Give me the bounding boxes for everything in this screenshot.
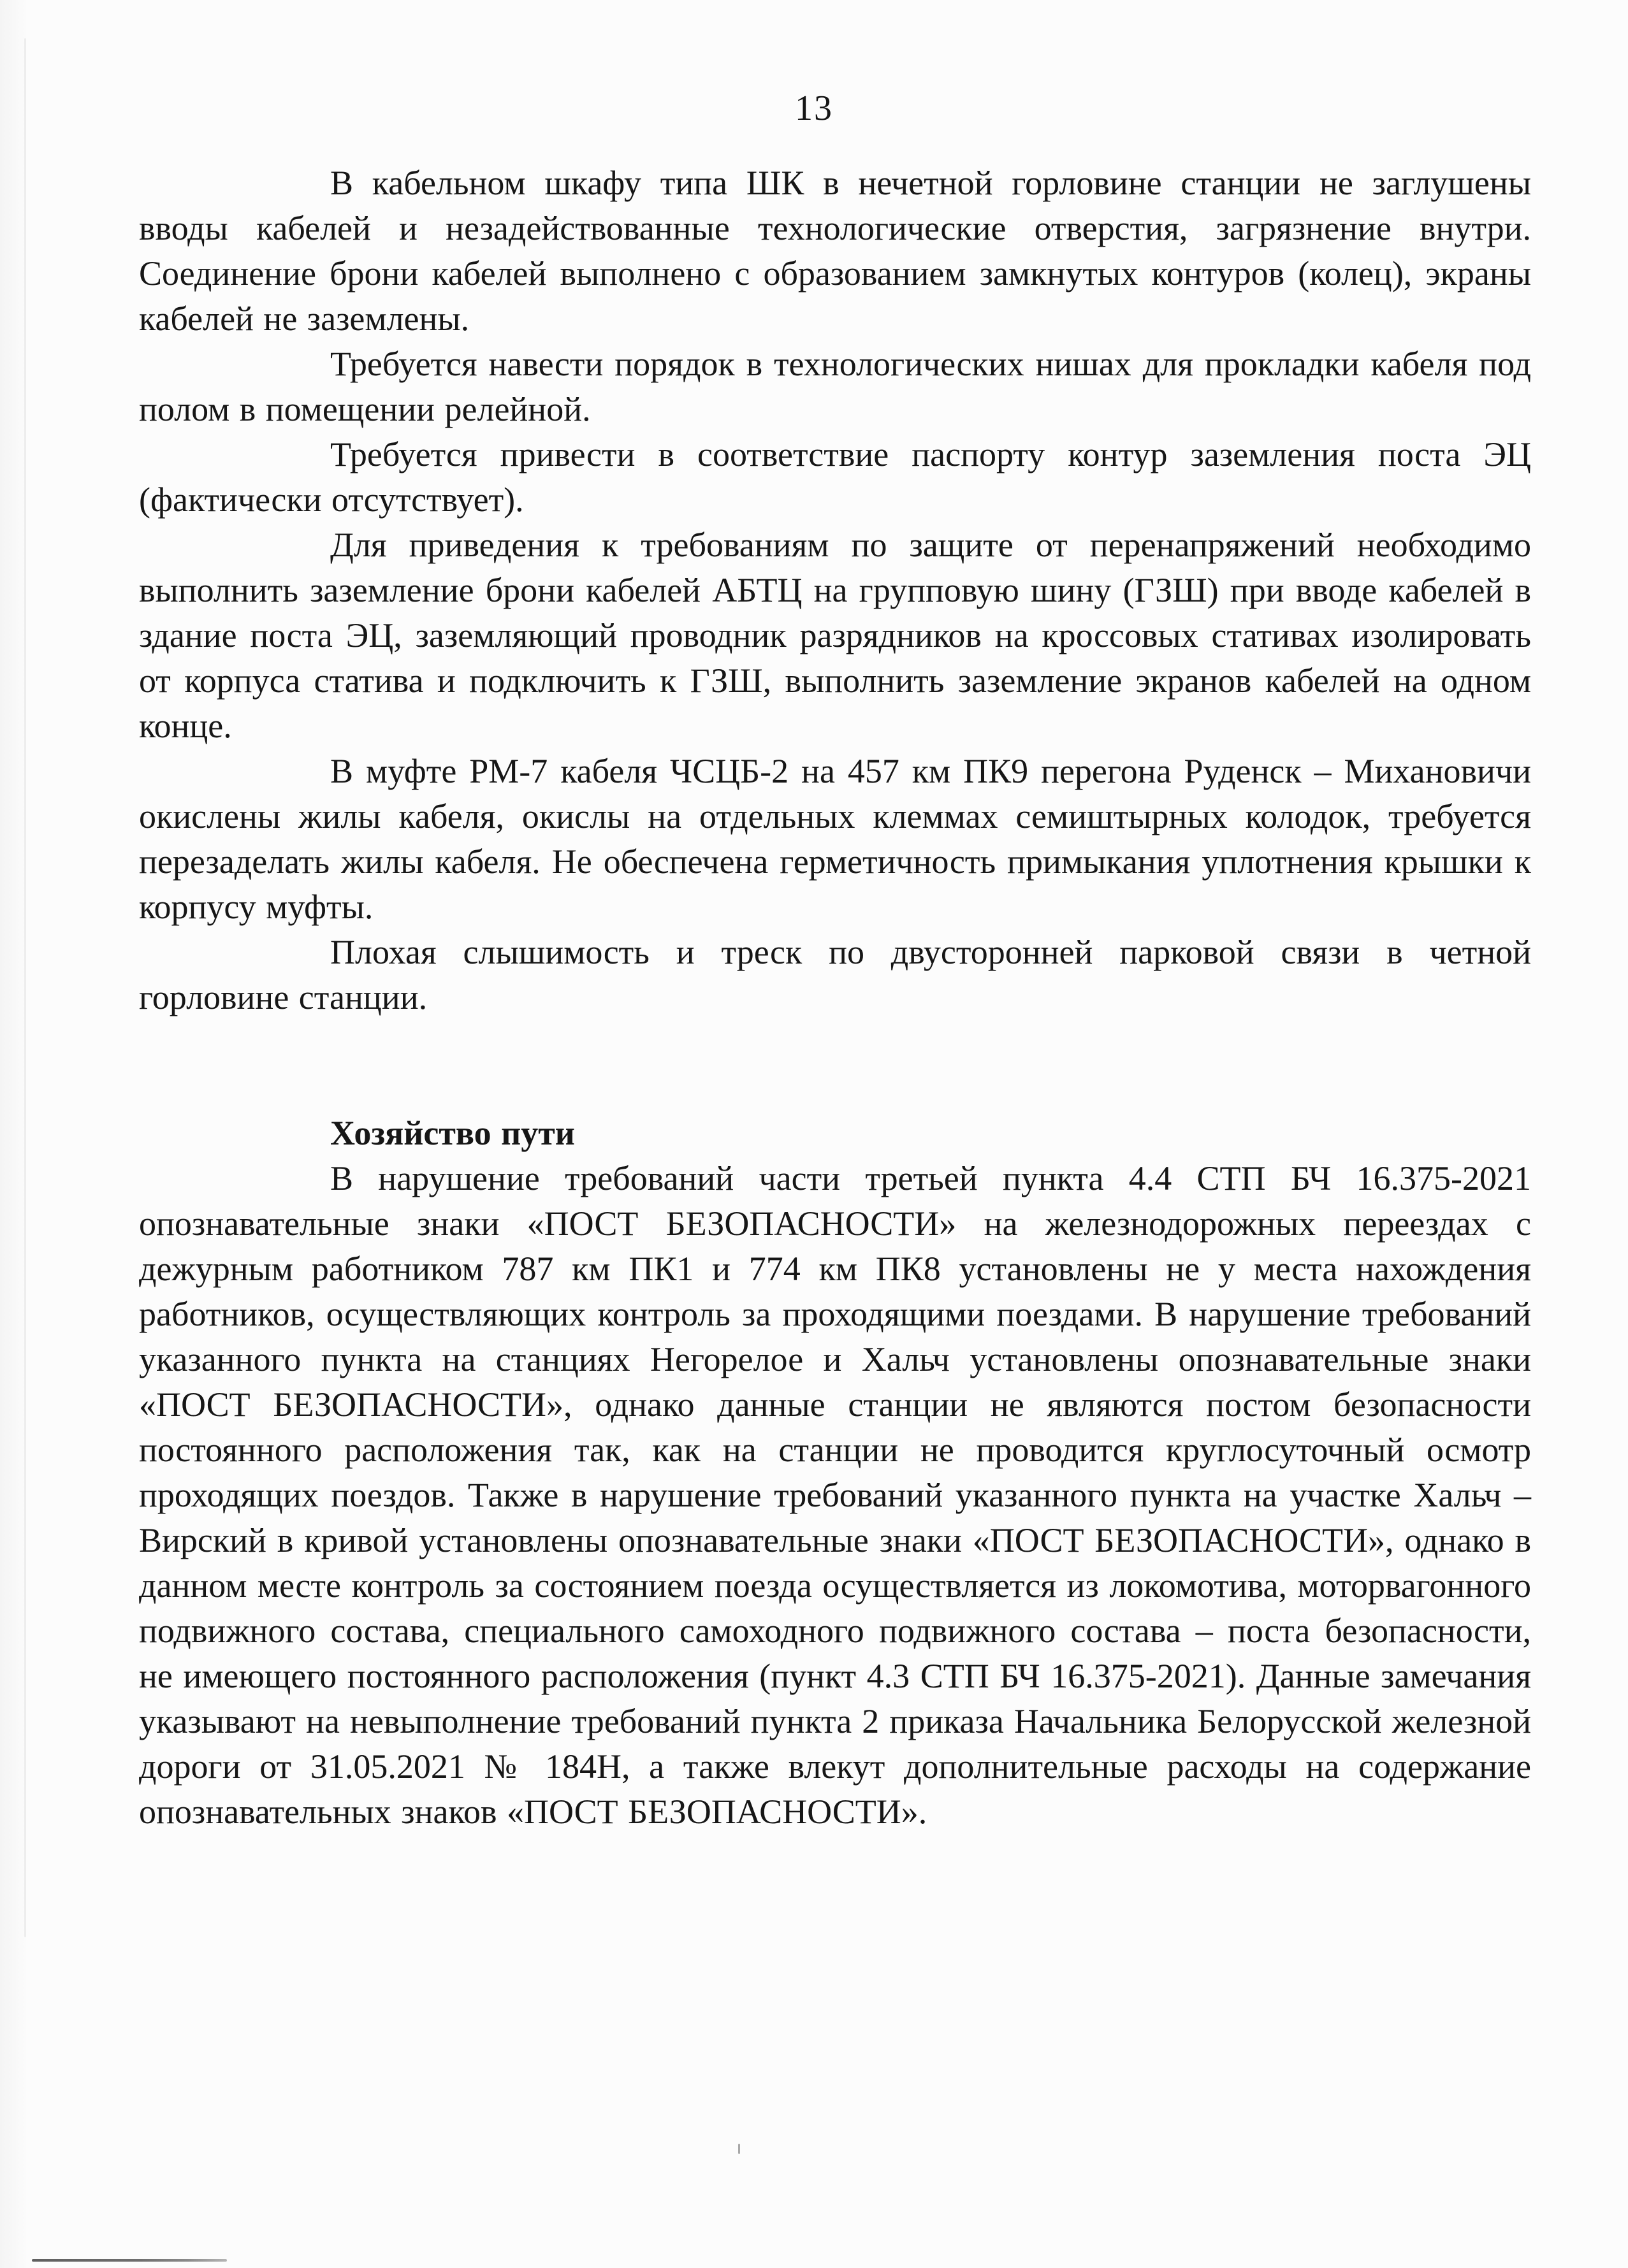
scan-artifact-bottom-line xyxy=(32,2259,227,2262)
paragraph-tech-niches: Требуется навести порядок в технологических нишах для прокладки кабеля под полом в помещении релейной. xyxy=(139,345,1531,428)
document-body xyxy=(139,161,1531,1835)
page-number: 13 xyxy=(795,89,833,128)
paragraph-grounding-passport: Требуется привести в соответствие паспорту контур заземления поста ЭЦ (фактически отсутствует). xyxy=(139,435,1531,519)
paragraph-cable-coupling: В муфте РМ-7 кабеля ЧСЦБ-2 на 457 км ПК9 перегона Руденск – Михановичи окислены жилы кабеля, окислы на отдельных клеммах семиштырных колодок, требуется перезаделать жилы кабеля. Не обеспечена герметичность примыкания уплотнения крышки к корпусу муфты. xyxy=(139,752,1531,926)
section-heading-track-facilities: Хозяйство пути xyxy=(330,1114,575,1152)
paragraph-park-communication: Плохая слышимость и треск по двусторонней парковой связи в четной горловине станции. xyxy=(139,933,1531,1016)
paragraph-surge-protection: Для приведения к требованиям по защите от перенапряжений необходимо выполнить заземление брони кабелей АБТЦ на групповую шину (ГЗШ) при вводе кабелей в здание поста ЭЦ, заземляющий проводник разрядников на кроссовых стативах изолировать от корпуса статива и подключить к ГЗШ, выполнить заземление экранов кабелей на одном конце. xyxy=(139,526,1531,745)
paragraph-cable-cabinet: В кабельном шкафу типа ШК в нечетной горловине станции не заглушены вводы кабелей и незадействованные технологические отверстия, загрязнение внутри. Соединение брони кабелей выполнено с образованием замкнутых контуров (колец), экраны кабелей не заземлены. xyxy=(139,164,1531,338)
scan-artifact-speck xyxy=(738,2144,740,2154)
paragraph-safety-post-signs: В нарушение требований части третьей пункта 4.4 СТП БЧ 16.375-2021 опознавательные знаки «ПОСТ БЕЗОПАСНОСТИ» на железнодорожных переездах с дежурным работником 787 км ПК1 и 774 км ПК8 установлены не у места нахождения работников, осуществляющих контроль за проходящими поездами. В нарушение требований указанного пункта на станциях Негорелое и Хальч установлены опознавательные знаки «ПОСТ БЕЗОПАСНОСТИ», однако данные станции не являются постом безопасности постоянного расположения так, как на станции не проводится круглосуточный осмотр проходящих поездов. Также в нарушение требований указанного пункта на участке Хальч – Вирский в кривой установлены опознавательные знаки «ПОСТ БЕЗОПАСНОСТИ», однако в данном месте контроль за состоянием поезда осуществляется из локомотива, моторвагонного подвижного состава, специального самоходного подвижного состава – поста безопасности, не имеющего постоянного расположения (пункт 4.3 СТП БЧ 16.375-2021). Данные замечания указывают на невыполнение требований пункта 2 приказа Начальника Белорусской железной дороги от 31.05.2021 № 184Н, а также влекут дополнительные расходы на содержание опознавательных знаков «ПОСТ БЕЗОПАСНОСТИ». xyxy=(139,1159,1531,1831)
scan-artifact-vertical-line xyxy=(24,38,26,1937)
